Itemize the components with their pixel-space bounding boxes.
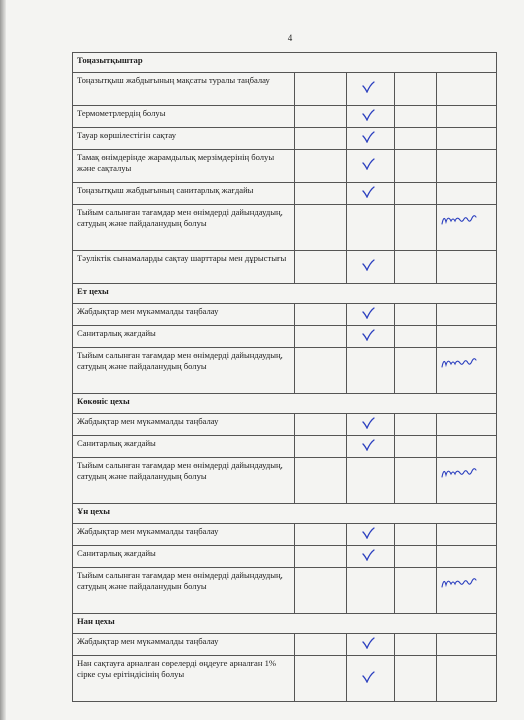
note-cell (437, 414, 497, 436)
note-cell (437, 348, 497, 394)
note-cell (437, 128, 497, 150)
no-cell (395, 414, 437, 436)
yes-cell (347, 546, 395, 568)
criterion-text: Нан сақтауға арналған сөрелерді өңдеуге арналған 1% сірке суы ерітіндісінің болуы (73, 656, 295, 702)
criterion-text: Тоңазытқыш жабдығының санитарлық жағдайы (73, 183, 295, 205)
empty-cell (295, 546, 347, 568)
table-row (73, 128, 497, 150)
handwritten-note-icon (441, 464, 477, 480)
table-row (73, 304, 497, 326)
no-cell (395, 73, 437, 106)
table-row (73, 150, 497, 183)
criterion-text: Тоңазытқыш жабдығының мақсаты туралы таңбалау (73, 73, 295, 106)
empty-cell (295, 524, 347, 546)
checkmark-icon (362, 109, 375, 121)
yes-cell (347, 634, 395, 656)
yes-cell (347, 304, 395, 326)
checkmark-icon (362, 186, 375, 198)
note-cell (437, 326, 497, 348)
checkmark-icon (362, 671, 375, 683)
table-row (73, 568, 497, 614)
no-cell (395, 150, 437, 183)
note-cell (437, 106, 497, 128)
checkmark-icon (362, 417, 375, 429)
empty-cell (295, 458, 347, 504)
empty-cell (295, 150, 347, 183)
criterion-text: Санитарлық жағдайы (73, 436, 295, 458)
table-row (73, 106, 497, 128)
table-row (73, 251, 497, 284)
handwritten-note-icon (441, 354, 477, 370)
no-cell (395, 546, 437, 568)
checklist-body (73, 53, 497, 702)
yes-cell (347, 251, 395, 284)
section-header-row (73, 504, 497, 524)
inspection-checklist-table (72, 52, 497, 702)
empty-cell (295, 106, 347, 128)
criterion-text: Тамақ өнімдерінде жарамдылық мерзімдерінің болуы және сақталуы (73, 150, 295, 183)
empty-cell (295, 634, 347, 656)
checkmark-icon (362, 637, 375, 649)
yes-cell (347, 205, 395, 251)
empty-cell (295, 436, 347, 458)
table-row (73, 183, 497, 205)
section-title: Тоңазытқыштар (73, 53, 497, 73)
yes-cell (347, 524, 395, 546)
note-cell (437, 546, 497, 568)
criterion-text: Санитарлық жағдайы (73, 546, 295, 568)
no-cell (395, 656, 437, 702)
no-cell (395, 524, 437, 546)
table-row (73, 414, 497, 436)
table-row (73, 348, 497, 394)
table-row (73, 73, 497, 106)
no-cell (395, 106, 437, 128)
no-cell (395, 568, 437, 614)
empty-cell (295, 348, 347, 394)
note-cell (437, 304, 497, 326)
handwritten-note-icon (441, 574, 477, 590)
note-cell (437, 183, 497, 205)
empty-cell (295, 568, 347, 614)
empty-cell (295, 73, 347, 106)
empty-cell (295, 326, 347, 348)
criterion-text: Жабдықтар мен мүкәммалды таңбалау (73, 634, 295, 656)
criterion-text: Тауар көршілестігін сақтау (73, 128, 295, 150)
section-header-row (73, 394, 497, 414)
note-cell (437, 150, 497, 183)
yes-cell (347, 436, 395, 458)
note-cell (437, 656, 497, 702)
section-title: Ұн цехы (73, 504, 497, 524)
empty-cell (295, 128, 347, 150)
scan-edge-shadow (0, 0, 6, 720)
criterion-text: Жабдықтар мен мүкәммалды таңбалау (73, 304, 295, 326)
note-cell (437, 458, 497, 504)
yes-cell (347, 458, 395, 504)
no-cell (395, 205, 437, 251)
checkmark-icon (362, 439, 375, 451)
empty-cell (295, 656, 347, 702)
empty-cell (295, 205, 347, 251)
criterion-text: Тәуліктік сынамаларды сақтау шарттары мен дұрыстығы (73, 251, 295, 284)
criterion-text: Санитарлық жағдайы (73, 326, 295, 348)
criterion-text: Тыйым салынған тағамдар мен өнімдерді дайындаудың, сатудың және пайдаланудың болуы (73, 458, 295, 504)
note-cell (437, 251, 497, 284)
checkmark-icon (362, 549, 375, 561)
section-header-row (73, 53, 497, 73)
empty-cell (295, 414, 347, 436)
table-row (73, 205, 497, 251)
criterion-text: Жабдықтар мен мүкәммалды таңбалау (73, 524, 295, 546)
criterion-text: Жабдықтар мен мүкәммалды таңбалау (73, 414, 295, 436)
section-title: Нан цехы (73, 614, 497, 634)
empty-cell (295, 304, 347, 326)
note-cell (437, 634, 497, 656)
page-number: 4 (287, 33, 293, 43)
no-cell (395, 436, 437, 458)
section-title: Ет цехы (73, 284, 497, 304)
yes-cell (347, 73, 395, 106)
note-cell (437, 205, 497, 251)
section-title: Көкөніс цехы (73, 394, 497, 414)
criterion-text: Тыйым салынған тағамдар мен өнімдерді дайындаудың, сатудың және пайдаланудын болуы (73, 568, 295, 614)
no-cell (395, 251, 437, 284)
no-cell (395, 634, 437, 656)
empty-cell (295, 251, 347, 284)
no-cell (395, 326, 437, 348)
checkmark-icon (362, 527, 375, 539)
criterion-text: Термометрлердің болуы (73, 106, 295, 128)
note-cell (437, 73, 497, 106)
yes-cell (347, 150, 395, 183)
table-row (73, 458, 497, 504)
yes-cell (347, 414, 395, 436)
checkmark-icon (362, 158, 375, 170)
criterion-text: Тыйым салынған тағамдар мен өнімдерді дайындаудың, сатудың және пайдаланудың болуы (73, 348, 295, 394)
yes-cell (347, 348, 395, 394)
note-cell (437, 568, 497, 614)
section-header-row (73, 614, 497, 634)
table-row (73, 524, 497, 546)
no-cell (395, 458, 437, 504)
checkmark-icon (362, 307, 375, 319)
note-cell (437, 524, 497, 546)
table-row (73, 326, 497, 348)
empty-cell (295, 183, 347, 205)
checkmark-icon (362, 259, 375, 271)
no-cell (395, 183, 437, 205)
note-cell (437, 436, 497, 458)
checkmark-icon (362, 81, 375, 93)
yes-cell (347, 183, 395, 205)
yes-cell (347, 106, 395, 128)
yes-cell (347, 326, 395, 348)
no-cell (395, 128, 437, 150)
table-row (73, 634, 497, 656)
yes-cell (347, 656, 395, 702)
section-header-row (73, 284, 497, 304)
table-row (73, 546, 497, 568)
table-row (73, 436, 497, 458)
table-row (73, 656, 497, 702)
yes-cell (347, 568, 395, 614)
yes-cell (347, 128, 395, 150)
checkmark-icon (362, 131, 375, 143)
no-cell (395, 348, 437, 394)
no-cell (395, 304, 437, 326)
checkmark-icon (362, 329, 375, 341)
criterion-text: Тыйым салынған тағамдар мен өнімдерді дайындаудың, сатудың және пайдаланудың болуы (73, 205, 295, 251)
handwritten-note-icon (441, 211, 477, 227)
